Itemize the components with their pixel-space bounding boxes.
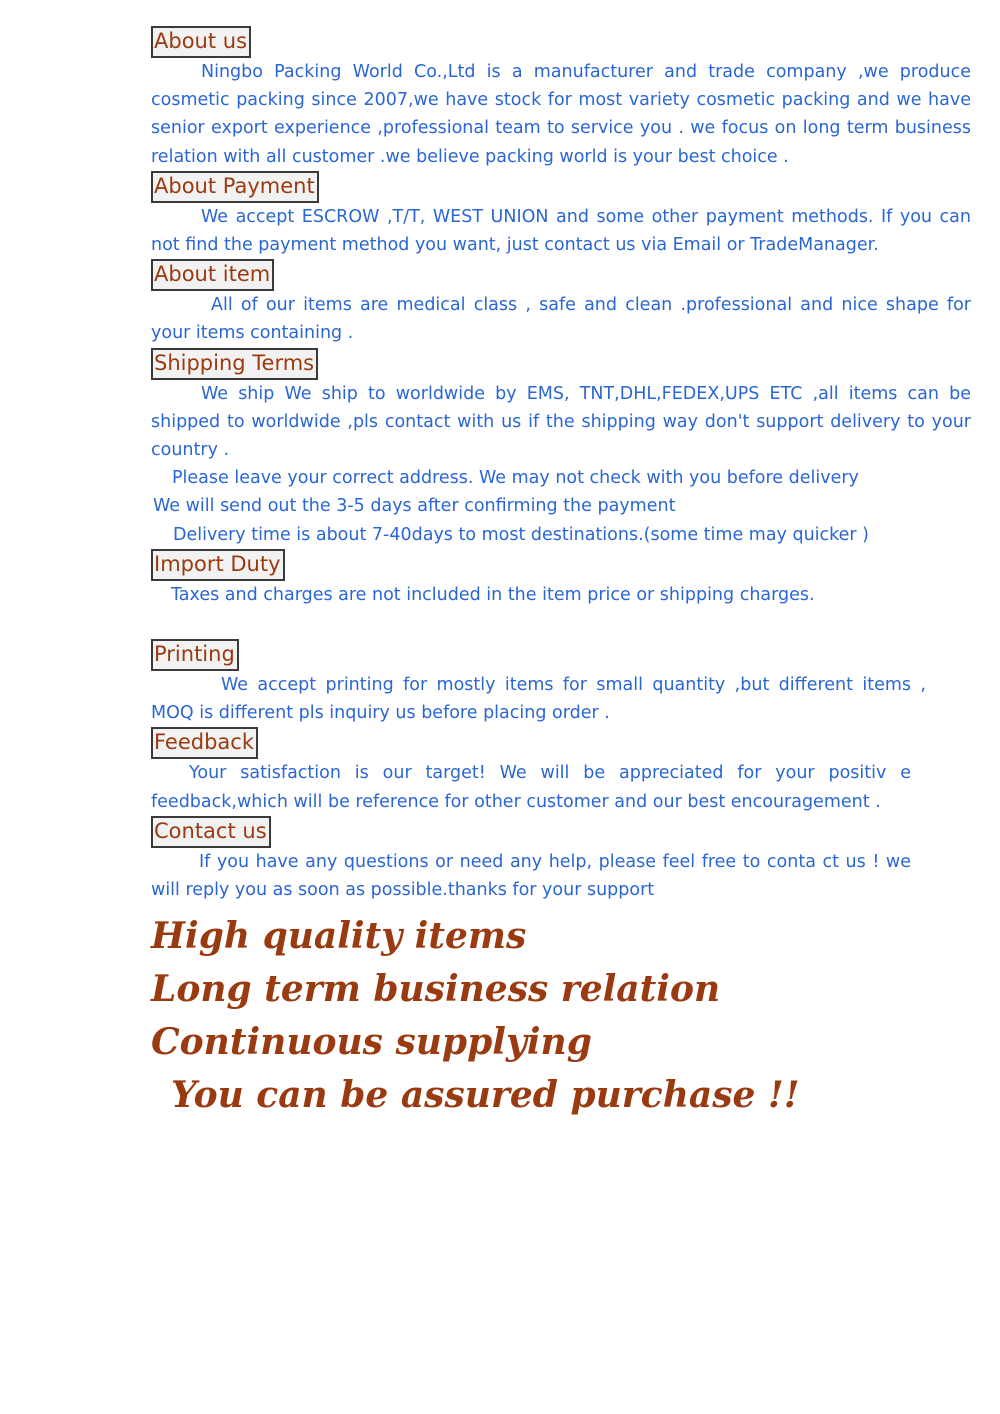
section-feedback <box>151 727 971 815</box>
section-import-duty <box>151 549 971 609</box>
tagline-relation: Long term business relation <box>151 968 721 1011</box>
section-heading-about-payment: About Payment <box>151 171 319 203</box>
section-heading-about-item: About item <box>151 259 274 291</box>
section-contact-us <box>151 816 971 904</box>
section-heading-feedback: Feedback <box>151 727 258 759</box>
section-heading-contact-us: Contact us <box>151 816 271 848</box>
section-printing <box>151 639 971 727</box>
contact-us-text: If you have any questions or need any help, please feel free to conta ct us ! we will reply you as soon as possible.thanks for your support <box>151 851 911 901</box>
shipping-delivery-time: Delivery time is about 7-40days to most destinations.(some time may quicker ) <box>173 524 870 545</box>
shipping-address-note: Please leave your correct address. We may not check with you before delivery <box>172 468 859 489</box>
section-heading-import-duty: Import Duty <box>151 549 285 581</box>
tagline-assurance: You can be assured purchase !! <box>171 1074 800 1117</box>
taglines <box>151 910 971 1122</box>
about-item-text: All of our items are medical class , safe and clean .professional and nice shape for your items containing . <box>151 295 971 344</box>
tagline-quality: High quality items <box>151 915 527 958</box>
section-heading-printing: Printing <box>151 639 239 671</box>
about-us-text: Ningbo Packing World Co.,Ltd is a manufacturer and trade company ,we produce cosmetic packing since 2007,we have stock for most variety cosmetic packing and we have senior export experience ,professional team to service you . we focus on long term business relation with all customer .we believe packing world is your best choice . <box>151 62 971 167</box>
section-shipping-terms <box>151 348 971 549</box>
document <box>151 26 971 1122</box>
import-duty-text: Taxes and charges are not included in the item price or shipping charges. <box>171 584 815 605</box>
feedback-text: Your satisfaction is our target! We will be appreciated for your positiv e feedback,which will be reference for other customer and our best encouragement . <box>151 763 911 812</box>
section-about-us <box>151 26 971 171</box>
shipping-terms-text: We ship We ship to worldwide by EMS, TNT,DHL,FEDEX,UPS ETC ,all items can be shipped to worldwide ,pls contact with us if the shipping way don't support delivery to your country . <box>151 383 971 461</box>
printing-text: We accept printing for mostly items for small quantity ,but different items , MOQ is different pls inquiry us before placing order . <box>151 675 926 724</box>
shipping-dispatch-note: We will send out the 3-5 days after confirming the payment <box>153 496 676 517</box>
section-about-item <box>151 259 971 347</box>
tagline-supply: Continuous supplying <box>151 1021 592 1064</box>
section-about-payment <box>151 171 971 259</box>
section-heading-about-us: About us <box>151 26 251 58</box>
about-payment-text: We accept ESCROW ,T/T, WEST UNION and some other payment methods. If you can not find the payment method you want, just contact us via Email or TradeManager. <box>151 206 971 256</box>
section-heading-shipping-terms: Shipping Terms <box>151 348 318 380</box>
